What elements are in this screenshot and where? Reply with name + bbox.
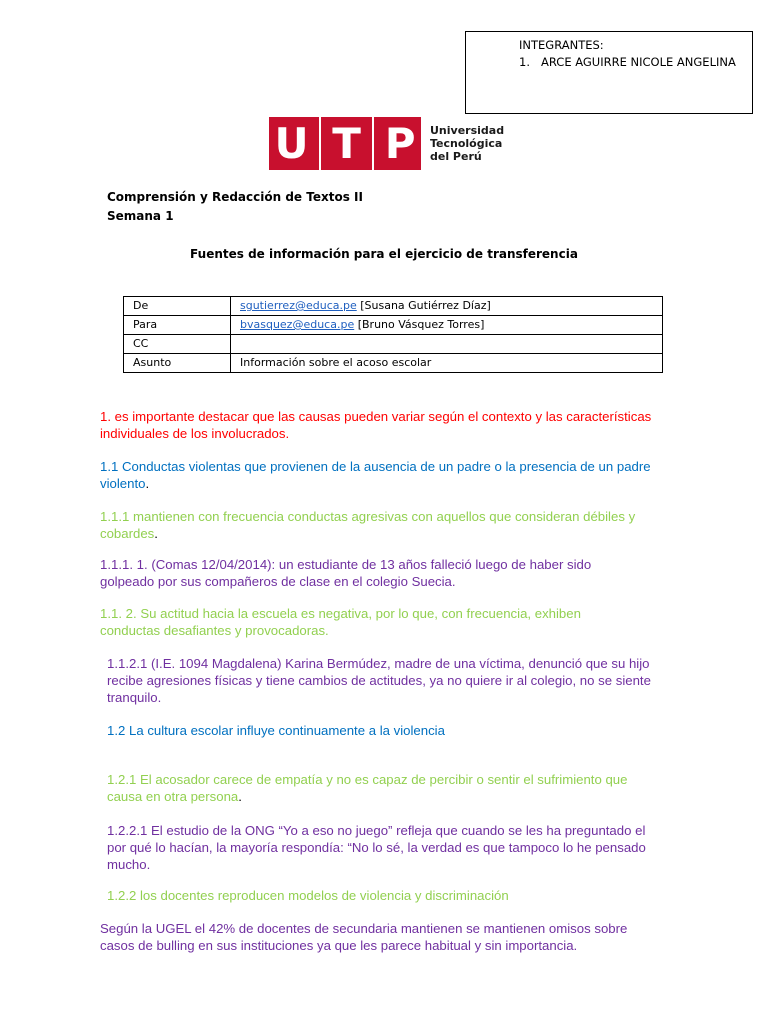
outline-item-1-1-2-1 — [107, 655, 667, 706]
members-box — [465, 31, 753, 114]
logo-name-line: del Perú — [430, 150, 482, 163]
email-cc-label: CC — [124, 335, 231, 354]
table-row — [124, 316, 663, 335]
email-header-table — [123, 296, 663, 373]
outline-text: Según la UGEL el 42% de docentes de secundaria mantienen se mantienen omisos sobre casos de bulling en sus instituciones ya que les parece habitual y sin importancia. — [100, 921, 628, 953]
outline-item-1-1-1-1 — [100, 556, 630, 590]
outline-text: 1.1 Conductas violentas que provienen de la ausencia de un padre o la presencia de un padre violento — [100, 459, 651, 491]
outline-text: 1.1.2.1 (I.E. 1094 Magdalena) Karina Bermúdez, madre de una víctima, denunció que su hijo recibe agresiones físicas y tiene cambios de actitudes, ya no quiere ir al colegio, no se siente tranquilo. — [107, 656, 651, 705]
outline-item-1-1 — [100, 458, 680, 492]
outline-item-1 — [100, 408, 680, 442]
outline-text: 1.2.2.1 El estudio de la ONG “Yo a eso no juego” refleja que cuando se les ha preguntado el por qué lo hacían, la mayoría respondía: “No lo sé, la verdad es que tampoco lo he pensado mucho. — [107, 823, 646, 872]
table-row — [124, 297, 663, 316]
outline-item-1-1-1 — [100, 508, 670, 542]
email-cc-value — [231, 335, 663, 354]
logo-name-line: Universidad — [430, 124, 505, 137]
logo-university-name — [430, 124, 504, 163]
outline-tail: . — [238, 789, 242, 804]
outline-item-1-2-2 — [107, 887, 687, 904]
outline-text: 1.2.1 El acosador carece de empatía y no es capaz de percibir o sentir el sufrimiento que causa en otra persona — [107, 772, 628, 804]
outline-item-1-1-2 — [100, 605, 620, 639]
logo-divider — [372, 117, 374, 170]
logo-name-line: Tecnológica — [430, 137, 503, 150]
utp-logo — [269, 117, 505, 170]
email-to-name: [Bruno Vásquez Torres] — [357, 318, 485, 331]
outline-tail: . — [154, 526, 158, 541]
email-to-label: Para — [124, 316, 231, 335]
logo-letter-p: P — [384, 118, 416, 168]
members-heading: INTEGRANTES: — [519, 38, 604, 52]
course-title: Comprensión y Redacción de Textos II — [107, 190, 363, 204]
logo-divider — [319, 117, 321, 170]
course-week: Semana 1 — [107, 209, 174, 223]
outline-text: 1.1.1. 1. (Comas 12/04/2014): un estudiante de 13 años falleció luego de haber sido golpeado por sus compañeros de clase en el colegio Suecia. — [100, 557, 592, 589]
email-from-name: [Susana Gutiérrez Díaz] — [360, 299, 491, 312]
outline-item-1-2 — [107, 722, 687, 739]
outline-item-final — [100, 920, 665, 954]
outline-text: 1.1.1 mantienen con frecuencia conductas agresivas con aquellos que consideran débiles y cobardes — [100, 509, 636, 541]
email-from-value — [231, 297, 663, 316]
member-item — [519, 54, 752, 71]
document-title: Fuentes de información para el ejercicio de transferencia — [190, 247, 578, 261]
table-row — [124, 354, 663, 373]
logo-mark — [269, 117, 421, 170]
email-subject-label: Asunto — [124, 354, 231, 373]
table-row — [124, 335, 663, 354]
member-name: ARCE AGUIRRE NICOLE ANGELINA — [541, 55, 736, 69]
email-to-link[interactable]: bvasquez@educa.pe — [240, 318, 355, 331]
outline-text: 1.2 La cultura escolar influye continuamente a la violencia — [107, 723, 445, 738]
email-to-value — [231, 316, 663, 335]
outline-item-1-2-2-1 — [107, 822, 662, 873]
outline-text: 1.2.2 los docentes reproducen modelos de violencia y discriminación — [107, 888, 509, 903]
email-from-label: De — [124, 297, 231, 316]
outline-text: 1.1. 2. Su actitud hacia la escuela es negativa, por lo que, con frecuencia, exhiben conductas desafiantes y provocadoras. — [100, 606, 581, 638]
email-subject-value: Información sobre el acoso escolar — [231, 354, 663, 373]
outline-item-1-2-1 — [107, 771, 652, 805]
member-number: 1. — [519, 55, 530, 69]
email-from-link[interactable]: sgutierrez@educa.pe — [240, 299, 357, 312]
logo-letter-u: U — [274, 118, 309, 168]
outline-text: 1. es importante destacar que las causas pueden variar según el contexto y las características individuales de los involucrados. — [100, 409, 652, 441]
logo-letter-t: T — [332, 118, 361, 168]
outline-tail: . — [145, 476, 150, 491]
